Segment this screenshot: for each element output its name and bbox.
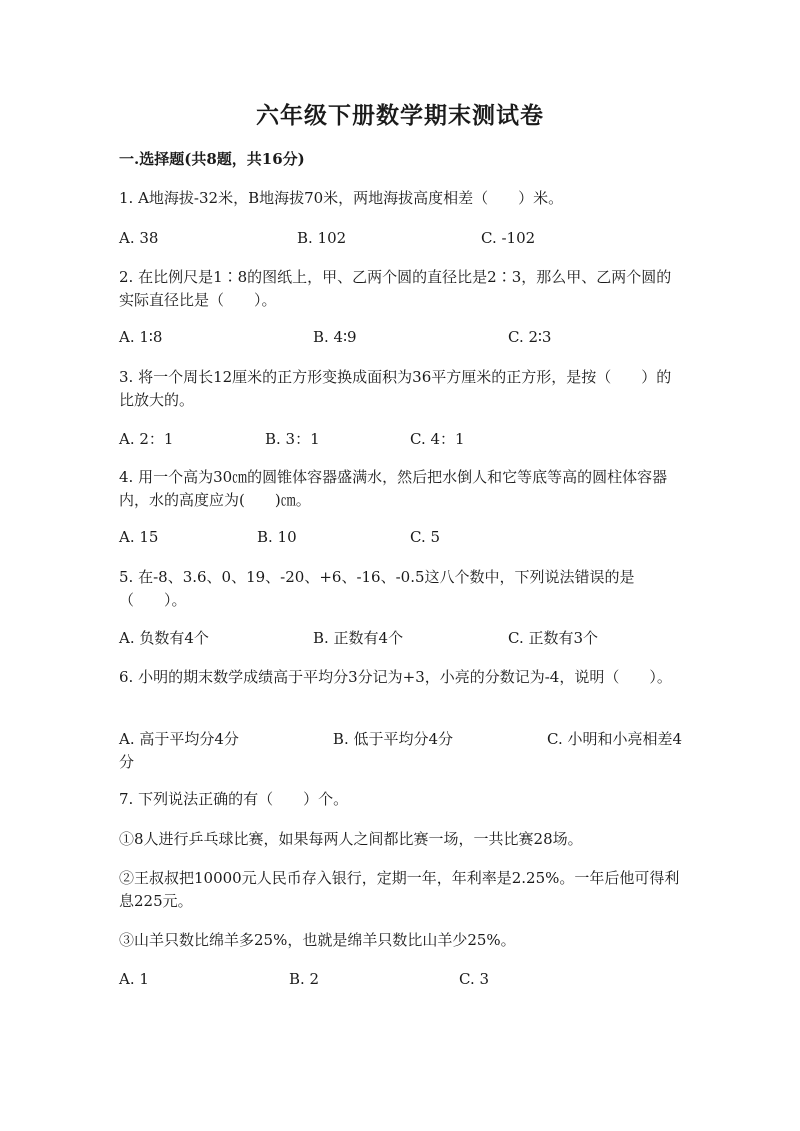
option-a: A. 负数有4个	[119, 629, 209, 647]
option-a: A. 15	[119, 528, 159, 546]
question-4-stem: 4. 用一个高为30㎝的圆锥体容器盛满水，然后把水倒人和它等底等高的圆柱体容器内，水的高度应为( )㎝。	[119, 468, 668, 509]
option-b: B. 低于平均分4分	[332, 730, 454, 748]
question-3-options	[119, 428, 699, 452]
option-c: C. -102	[481, 229, 536, 247]
option-c: C. 3	[459, 970, 490, 988]
question-6-stem: 6. 小明的期末数学成绩高于平均分3分记为+3，小亮的分数记为-4，说明（ ）。	[119, 668, 672, 686]
question-4-options	[119, 528, 699, 552]
option-c: C. 2∶3	[508, 328, 552, 346]
question-7-stem: 7. 下列说法正确的有（ ）个。	[119, 790, 349, 808]
option-b: B. 正数有4个	[313, 629, 404, 647]
question-3-stem: 3. 将一个周长12厘米的正方形变换成面积为36平方厘米的正方形，是按（ ）的比放大的。	[119, 368, 672, 409]
question-2-options	[119, 328, 699, 352]
option-c: C. 小明和小亮相差4分	[119, 730, 683, 771]
question-1-stem: 1. A地海拔-32米，B地海拔70米，两地海拔高度相差（ ）米。	[119, 189, 564, 207]
statement-2: ②王叔叔把10000元人民币存入银行，定期一年，年利率是2.25%。一年后他可得利息225元。	[119, 869, 680, 910]
option-b: B. 4∶9	[313, 328, 357, 346]
question-6-options	[119, 728, 684, 774]
option-b: B. 102	[297, 229, 347, 247]
option-a: A. 38	[119, 229, 159, 247]
statement-3: ③山羊只数比绵羊多25%，也就是绵羊只数比山羊少25%。	[119, 931, 516, 949]
question-1-options	[119, 229, 699, 253]
question-7-options	[119, 970, 699, 994]
question-5-stem: 5. 在-8、3.6、0、19、-20、+6、-16、-0.5这八个数中，下列说法错误的是（ ）。	[119, 568, 635, 609]
question-5-options	[119, 627, 699, 651]
statement-1: ①8人进行乒乓球比赛，如果每两人之间都比赛一场，一共比赛28场。	[119, 830, 583, 848]
page-title: 六年级下册数学期末测试卷	[256, 102, 544, 129]
option-a: A. 高于平均分4分	[119, 730, 239, 748]
option-a: A. 1	[119, 970, 149, 988]
option-b: B. 2	[289, 970, 320, 988]
section-heading: 一.选择题(共8题，共16分)	[119, 150, 305, 168]
option-c: C. 正数有3个	[508, 629, 599, 647]
question-2-stem: 2. 在比例尺是1∶8的图纸上，甲、乙两个圆的直径比是2∶3，那么甲、乙两个圆的实际直径比是（ ）。	[119, 268, 672, 309]
option-b: B. 3：1	[265, 430, 320, 448]
option-a: A. 2：1	[119, 430, 174, 448]
option-c: C. 4：1	[410, 430, 465, 448]
option-b: B. 10	[257, 528, 297, 546]
option-c: C. 5	[410, 528, 441, 546]
option-a: A. 1∶8	[119, 328, 163, 346]
